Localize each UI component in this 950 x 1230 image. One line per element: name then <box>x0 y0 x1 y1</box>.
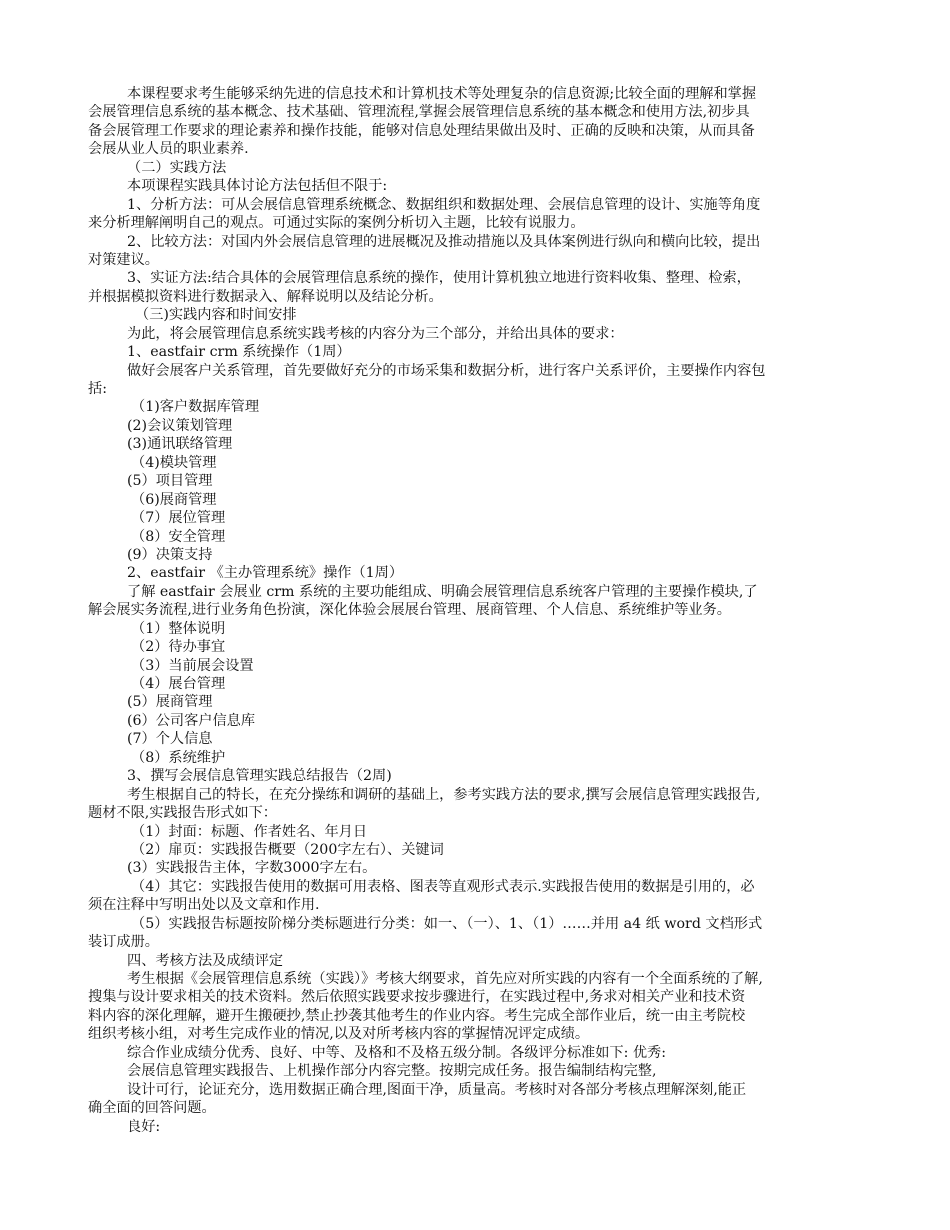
text-line: 了解 eastfair 会展业 crm 系统的主要功能组成、明确会展管理信息系统客户管理的主要操作模块,了 <box>127 583 758 600</box>
text-line: 3、实证方法:结合具体的会展管理信息系统的操作，使用计算机独立地进行资料收集、整理、检索， <box>127 270 751 287</box>
list-item: (5）展商管理 <box>127 694 213 711</box>
list-item: (9）决策支持 <box>127 546 213 563</box>
text-line: 做好会展客户关系管理，首先要做好充分的市场采集和数据分析，进行客户关系评价，主要操作内容包 <box>127 362 766 379</box>
text-line: 考生根据自己的特长，在充分操练和调研的基础上，参考实践方法的要求,撰写会展信息管理实践报告, <box>127 786 761 803</box>
text-line: 为此，将会展管理信息系统实践考核的内容分为三个部分，并给出具体的要求： <box>127 325 624 342</box>
subsection-heading: 2、eastfair 《主办管理系统》操作（1周） <box>127 565 404 582</box>
section-heading: （三)实践内容和时间安排 <box>135 307 297 324</box>
list-item: （8）安全管理 <box>131 528 226 545</box>
list-item: （7）展位管理 <box>131 510 226 527</box>
text-line: 2、比较方法：对国内外会展信息管理的进展概况及推动措施以及具体案例进行纵向和横向比较，提出 <box>127 233 761 250</box>
text-line: 括: <box>88 381 107 397</box>
text-line: 会展管理信息系统的基本概念、技术基础、管理流程,掌握会展管理信息系统的基本概念和使用方法,初步具 <box>88 104 750 121</box>
list-item: (7）个人信息 <box>127 731 213 748</box>
section-heading: 四、考核方法及成绩评定 <box>127 952 284 969</box>
list-item: （1)客户数据库管理 <box>131 399 260 416</box>
text-line: 备会展管理工作要求的理论素养和操作技能，能够对信息处理结果做出及时、正确的反映和决策，从而具备 <box>88 122 755 139</box>
list-item: （2）待办事宜 <box>131 639 226 656</box>
list-item: （6)展商管理 <box>131 491 217 508</box>
list-item: （1）整体说明 <box>131 620 226 637</box>
section-heading: （二）实践方法 <box>127 159 227 176</box>
list-item: (3）实践报告主体，字数3000字左右。 <box>127 860 377 877</box>
text-line: 确全面的回答问题。 <box>88 1100 216 1117</box>
text-line: 会展从业人员的职业素养. <box>88 141 249 158</box>
text-line: 本课程要求考生能够采纳先进的信息技术和计算机技术等处理复杂的信息资源;比较全面的理解和掌握 <box>127 86 757 102</box>
text-line: 设计可行，论证充分，选用数据正确合理,图面干净，质量高。考核时对各部分考核点理解深刻,能正 <box>127 1081 747 1098</box>
text-line: 对策建议。 <box>88 251 159 268</box>
text-line: 本项课程实践具体讨论方法包括但不限于: <box>127 178 388 195</box>
text-line: 须在注释中写明出处以及文章和作用. <box>88 897 320 914</box>
list-item: （5）实践报告标题按阶梯分类标题进行分类：如一、（一）、1、（1）……并用 a4 纸 word 文档形式 <box>131 915 763 932</box>
text-line: 考生根据《会展管理信息系统（实践）》考核大纲要求，首先应对所实践的内容有一个全面系统的了解, <box>127 971 763 987</box>
subsection-heading: 3、撰写会展信息管理实践总结报告（2周) <box>127 768 392 785</box>
list-item: （1）封面：标题、作者姓名、年月日 <box>131 823 368 840</box>
list-item: (2)会议策划管理 <box>127 417 233 434</box>
text-line: 综合作业成绩分优秀、良好、中等、及格和不及格五级分制。各级评分标准如下: 优秀: <box>127 1044 667 1061</box>
list-item: （4）其它：实践报告使用的数据可用表格、图表等直观形式表示.实践报告使用的数据是引用的，必 <box>131 878 755 895</box>
text-line: 良好: <box>127 1118 161 1135</box>
list-item: （2）扉页：实践报告概要（200字左右）、关键词 <box>131 841 444 858</box>
list-item: (3)通讯联络管理 <box>127 436 233 453</box>
text-line: 组织考核小组，对考生完成作业的情况,以及对所考核内容的掌握情况评定成绩。 <box>88 1026 590 1043</box>
subsection-heading: 1、eastfair crm 系统操作（1周） <box>127 344 351 361</box>
list-item: （8）系统维护 <box>131 749 226 766</box>
text-line: 会展信息管理实践报告、上机操作部分内容完整。按期完成任务。报告编制结构完整, <box>127 1063 657 1080</box>
list-item: （3）当前展会设置 <box>131 657 254 674</box>
text-line: 来分析理解阐明自己的观点。可通过实际的案例分析切入主题，比较有说服力。 <box>88 215 585 232</box>
text-line: 搜集与设计要求相关的技术资料。然后依照实践要求按步骤进行，在实践过程中,务求对相关产业和技术资 <box>88 989 746 1006</box>
list-item: （4)模块管理 <box>131 454 217 471</box>
text-line: 并根据模拟资料进行数据录入、解释说明以及结论分析。 <box>88 288 443 305</box>
document-body <box>88 85 868 1136</box>
text-line: 装订成册。 <box>88 934 159 951</box>
text-line: 解会展实务流程,进行业务角色扮演，深化体验会展展台管理、展商管理、个人信息、系统维护等业务。 <box>88 602 731 619</box>
list-item: (5）项目管理 <box>127 473 213 490</box>
text-line: 1、分析方法：可从会展信息管理系统概念、数据组织和数据处理、会展信息管理的设计、实施等角度 <box>127 196 761 213</box>
list-item: （4）展台管理 <box>131 676 226 692</box>
text-line: 料内容的深化理解，避开生搬硬抄,禁止抄袭其他考生的作业内容。考生完成全部作业后，统一由主考院校 <box>88 1007 746 1024</box>
text-line: 题材不限,实践报告形式如下： <box>88 805 277 822</box>
list-item: (6）公司客户信息库 <box>127 712 256 729</box>
